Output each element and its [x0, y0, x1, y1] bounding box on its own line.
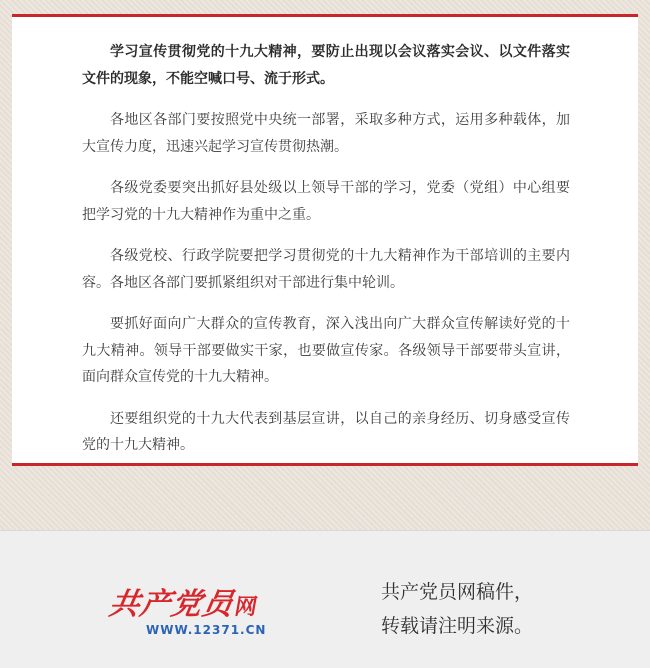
article-lead-paragraph: 学习宣传贯彻党的十九大精神，要防止出现以会议落实会议、以文件落实文件的现象，不能空喊口号、流于形式。	[82, 44, 570, 87]
article-paragraph: 各级党委要突出抓好县处级以上领导干部的学习，党委（党组）中心组要把学习党的十九大精神作为重中之重。	[82, 180, 570, 223]
copyright-notice	[381, 575, 533, 643]
site-logo[interactable]	[106, 579, 280, 649]
logo-url: WWW.12371.CN	[146, 623, 267, 637]
notice-line: 转载请注明来源。	[381, 615, 534, 637]
article-paragraph: 要抓好面向广大群众的宣传教育，深入浅出向广大群众宣传解读好党的十九大精神。领导干部要做实干家，也要做宣传家。各级领导干部要带头宣讲，面向群众宣传党的十九大精神。	[82, 316, 570, 385]
article-paragraph: 各级党校、行政学院要把学习贯彻党的十九大精神作为干部培训的主要内容。各地区各部门要抓紧组织对干部进行集中轮训。	[82, 248, 570, 291]
article-paragraph: 还要组织党的十九大代表到基层宣讲，以自己的亲身经历、切身感受宣传党的十九大精神。	[82, 410, 570, 453]
logo-wordmark	[106, 579, 263, 623]
logo-wang-text: 网	[232, 594, 261, 620]
footer	[0, 530, 650, 668]
article-card	[12, 14, 638, 466]
logo-script-text: 共产党员	[106, 587, 237, 622]
notice-line: 共产党员网稿件，	[381, 581, 534, 603]
article-paragraph: 各地区各部门要按照党中央统一部署，采取多种方式，运用多种载体，加大宣传力度，迅速兴起学习宣传贯彻热潮。	[82, 112, 570, 155]
